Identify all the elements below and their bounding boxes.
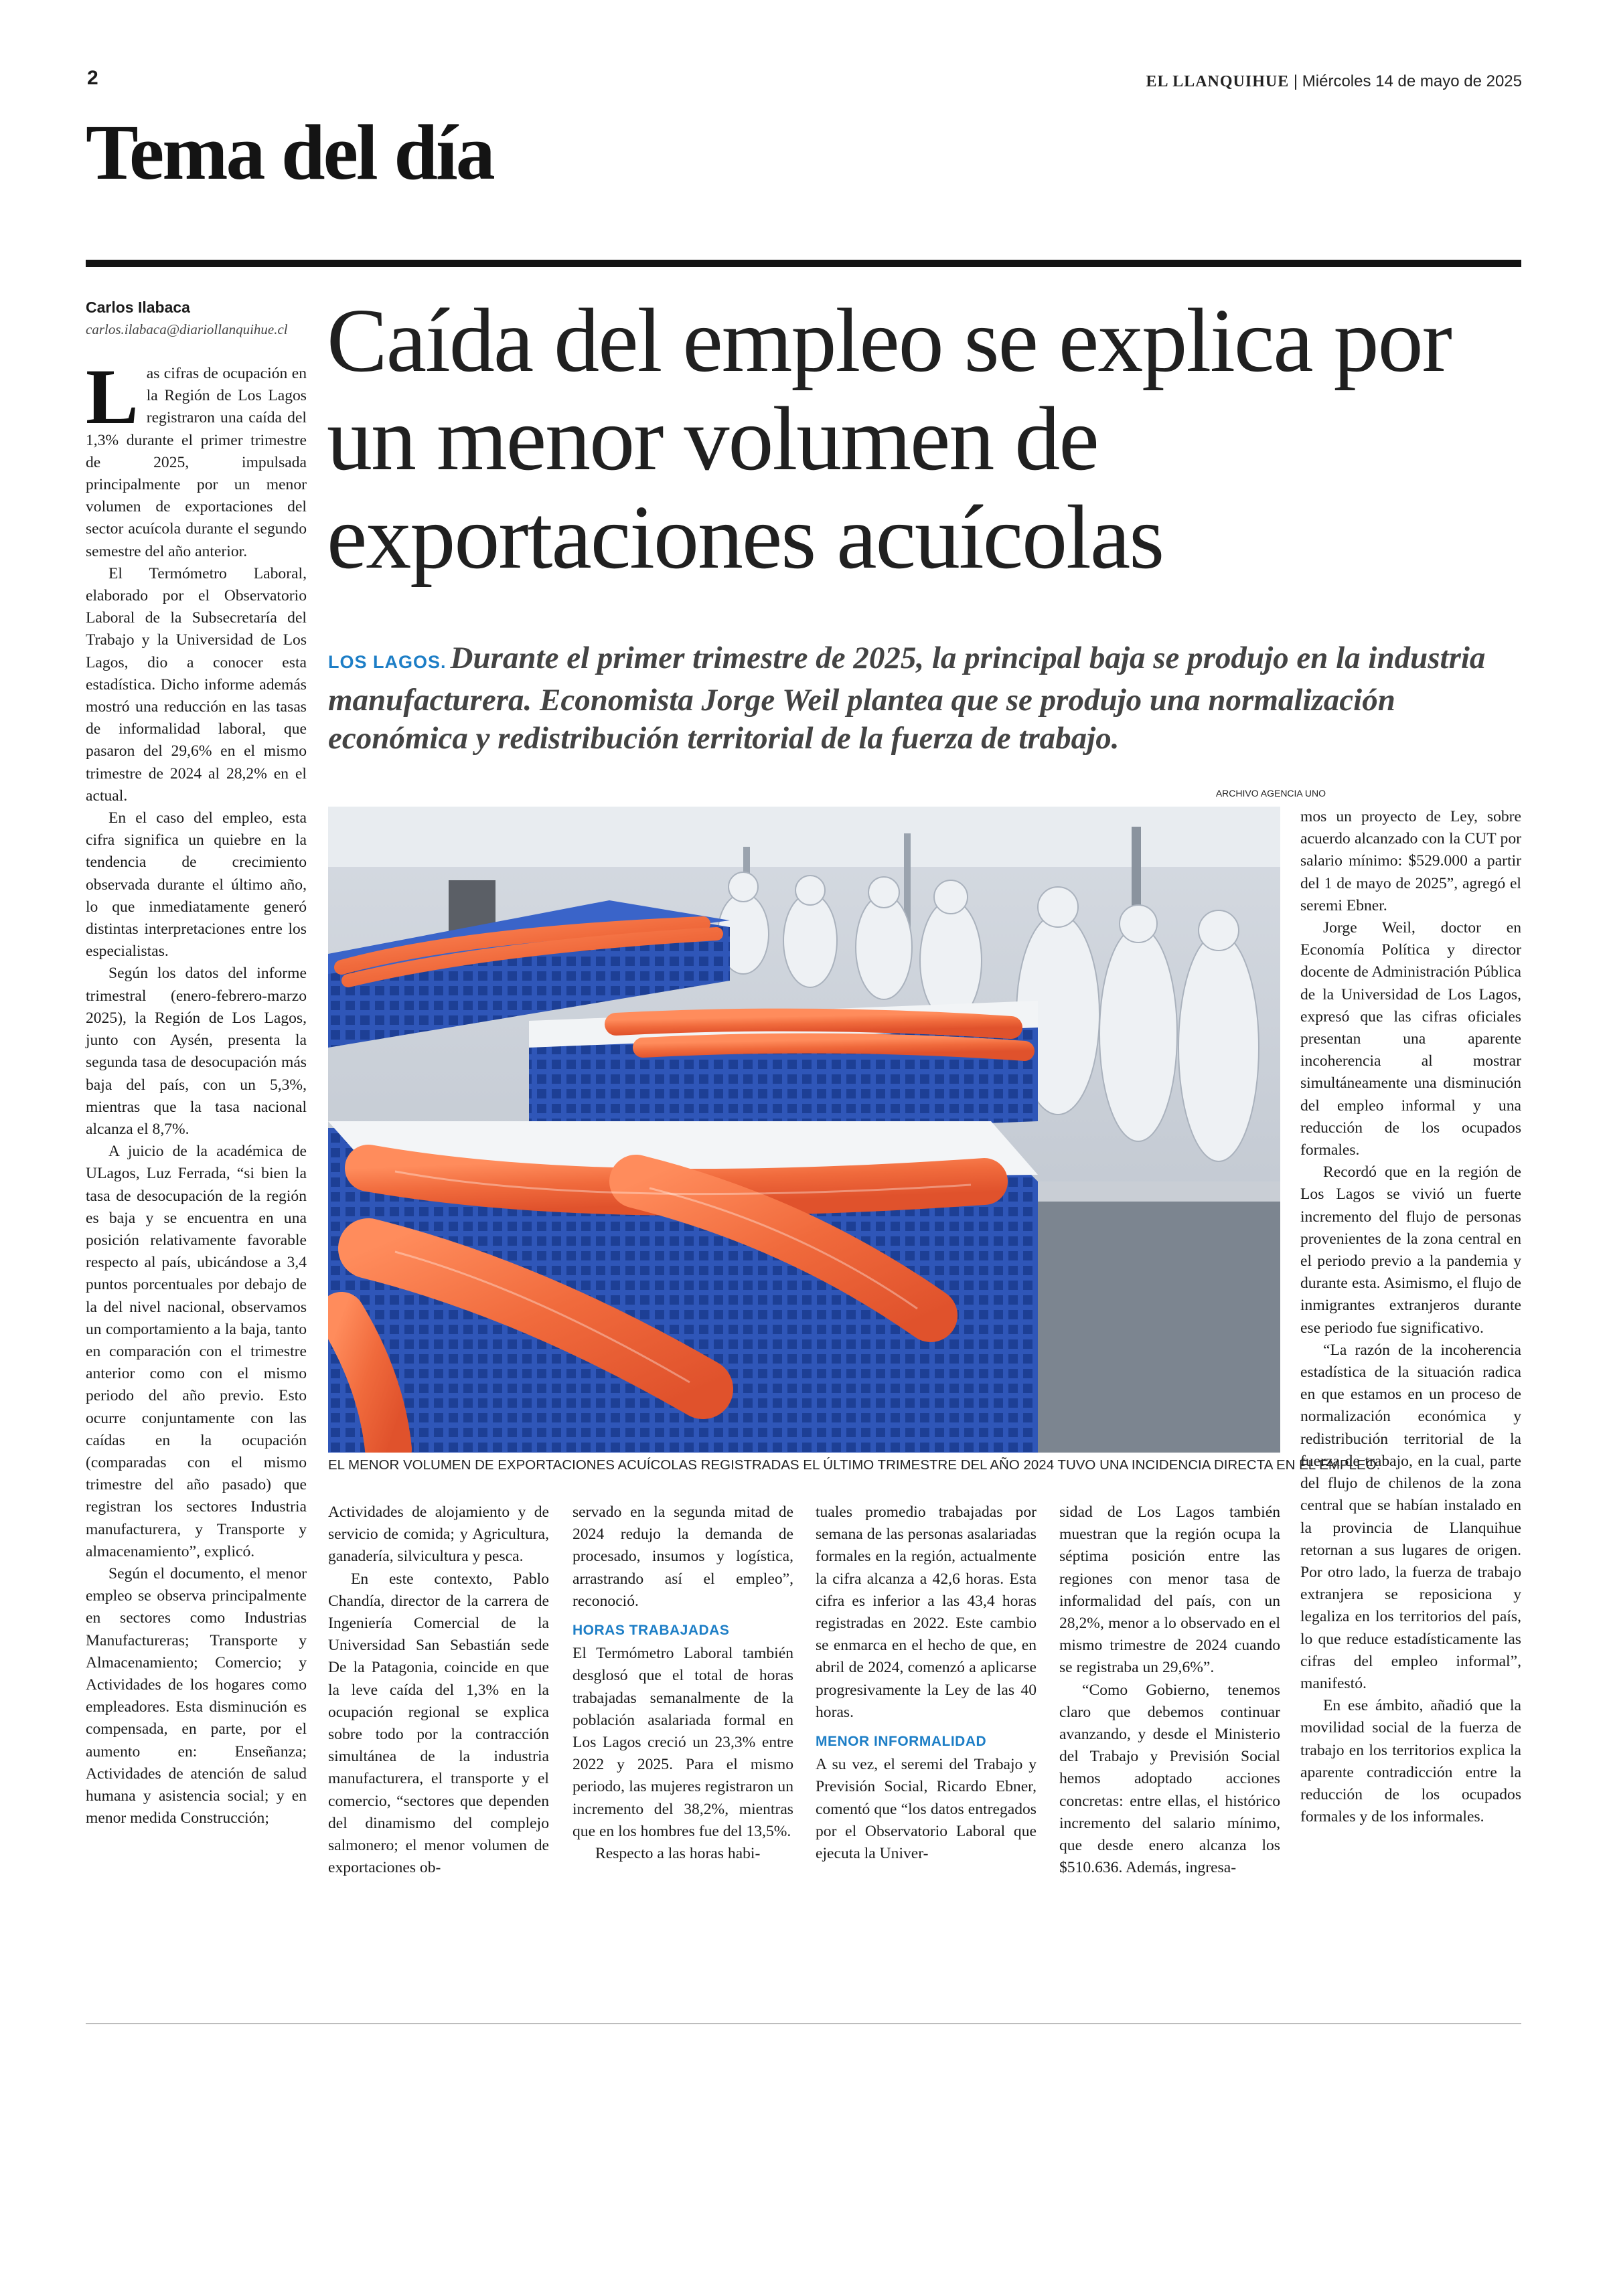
subsection-heading: MENOR INFORMALIDAD [816,1734,987,1750]
paragraph: A su vez, el seremi del Trabajo y Previsión Social, Ricardo Ebner, comentó que “los datos entregados por el Observatorio Laboral que ejecuta la Univer- [816,1756,1037,1863]
paragraph: Jorge Weil, doctor en Economía Política y director docente de Administración Pública de la Universidad de Los Lagos, expresó que las cifras oficiales presentan una aparente incoherencia al mostrar simultáneamente una disminución del empleo informal y una reducción de los ocupados formales. [1300,919,1521,1159]
paragraph: “La razón de la incoherencia estadística de la situación radica en que estamos en un proceso de normalización económica y redistribución territorial de la fuerza de trabajo, en la cual, parte del flujo de chilenos de la zona central que se habían instalado en la provincia de Llanquihue retornan a sus lugares de origen. Por otro lado, la fuerza de trabajo extranjera se reposiciona y legaliza en los territorios del país, lo que reduce estadísticamente las cifras del empleo informal”, manifestó. [1300,1341,1521,1692]
paragraph: Según el documento, el menor empleo se observa principalmente en sectores como Industrias Manufactureras; Transporte y Almacenamiento; Comercio; y Actividades de los hogares como empleadores. Esta disminución es compensada, en parte, por el aumento en: Enseñanza; Actividades de atención de salud humana y asistencia social; y en menor medida Construcción; [86,1564,307,1827]
paragraph: “Como Gobierno, tenemos claro que debemos continuar avanzando, y desde el Ministerio del Trabajo y Previsión Social hemos adoptado acciones concretas: entre ellas, el histórico incremento del salario mínimo, que desde enero alcanza los $510.636. Además, ingresa- [1059,1681,1280,1877]
paragraph: En ese ámbito, añadió que la movilidad social de la fuerza de trabajo en los territorios explica la aparente contradicción entre la reducción de los ocupados formales y de los informales. [1300,1697,1521,1826]
paragraph [86,353,307,563]
subsection-heading: HORAS TRABAJADAS [572,1623,730,1639]
paragraph: Recordó que en la región de Los Lagos se vivió un fuerte incremento del flujo de personas provenientes de la zona central en el periodo previo a la pandemia y durante esta. Asimismo, el flujo de inmigrantes extranjeros durante ese periodo fue significativo. [1300,1163,1521,1337]
masthead [1146,72,1523,91]
column-2 [328,1501,549,1879]
paragraph: El Termómetro Laboral también desglosó que el total de horas trabajadas semanalmente de la población asalariada formal en Los Lagos creció un 23,3% entre 2022 y 2025. Para el mismo periodo, las mujeres registraron un incremento del 38,2%, mientras que en los hombres fue del 13,5%. [572,1645,793,1840]
column-5 [1059,1501,1280,1879]
photo-credit: ARCHIVO AGENCIA UNO [1215,788,1326,799]
footer-rule [86,2023,1521,2024]
subheadline [328,639,1520,758]
masthead-separator: | [1289,72,1302,90]
paragraph-text: as cifras de ocupación en la Región de Los Lagos registraron una caída del 1,3% durante el primer trimestre de 2025, impulsada principalmente por un menor volumen de exportaciones del sector acuícola durante el segundo semestre del año anterior. [86,365,307,560]
paragraph: En este contexto, Pablo Chandía, director de la carrera de Ingeniería Comercial de la Universidad San Sebastián sede De la Patagonia, coincide en que la leve caída del 1,3% en la ocupación regional se explica sobre todo por la contracción simultánea de la industria manufacturera, el transporte y el comercio, “sectores que dependen del dinamismo del complejo salmonero; el menor volumen de exportaciones ob- [328,1570,549,1877]
article-photo [328,807,1280,1453]
author-email[interactable]: carlos.ilabaca@diariollanquihue.cl [86,321,288,337]
column-4 [816,1501,1037,1865]
photo-caption: EL MENOR VOLUMEN DE EXPORTACIONES ACUÍCOLAS REGISTRADAS EL ÚLTIMO TRIMESTRE DEL AÑO 2024 TUVO UNA INCIDENCIA DIRECTA EN EL EMPLEO. [328,1457,1381,1473]
column-6 [1300,806,1521,1828]
column-1 [86,353,307,1829]
paragraph: sidad de Los Lagos también muestran que la región ocupa la séptima posición entre las regiones con menor tasa de informalidad del país, con un 28,2%, menor a lo observado en el mismo trimestre de 2024 cuando se registraba un 29,6%”. [1059,1503,1280,1677]
author-name: Carlos Ilabaca [86,299,190,316]
issue-date: Miércoles 14 de mayo de 2025 [1302,72,1522,90]
section-rule [86,260,1521,267]
paragraph: Actividades de alojamiento y de servicio de comida; y Agricultura, ganadería, silvicultura y pesca. [328,1503,549,1566]
column-3 [572,1501,793,1865]
paragraph: En el caso del empleo, esta cifra significa un quiebre en la tendencia de crecimiento observada durante el último año, lo que inmediatamente generó distintas interpretaciones entre los especialistas. [86,809,307,961]
paragraph: tuales promedio trabajadas por semana de las personas asalariadas formales en la región, actualmente la cifra alcanza a 42,6 horas. Esta cifra es inferior a las 43,4 horas registradas en 2022. Este cambio se enmarca en el hecho de que, en abril de 2024, comenzó a aplicarse progresivamente la Ley de las 40 horas. [816,1503,1037,1721]
kicker: LOS LAGOS. [328,652,447,672]
paragraph: El Termómetro Laboral, elaborado por el Observatorio Laboral de la Subsecretaría del Trabajo y la Universidad de Los Lagos, dio a conocer esta estadística. Dicho informe además mostró una reducción en las tasas de informalidad laboral, que pasaron del 29,6% en el mismo trimestre de 2024 al 28,2% en el actual. [86,564,307,805]
paragraph: Respecto a las horas habi- [595,1845,761,1863]
headline: Caída del empleo se explica por un menor volumen de exportaciones acuícolas [327,291,1451,588]
drop-cap: L [86,353,139,440]
subheadline-text: Durante el primer trimestre de 2025, la principal baja se produjo en la industria manufacturera. Economista Jorge Weil plantea que se produjo una normalización económica y redistribución territorial de la fuerza de trabajo. [328,641,1486,756]
section-title: Tema del día [86,108,493,196]
newspaper-name: EL LLANQUIHUE [1146,73,1290,90]
page-number: 2 [87,67,98,89]
paragraph: A juicio de la académica de ULagos, Luz Ferrada, “si bien la tasa de desocupación de la región es baja y se encuentra en una posición relativamente favorable respecto al país, ubicándose a 3,4 puntos porcentuales por debajo de la del nivel nacional, observamos un comportamiento a la baja, tanto en comparación con el trimestre anterior como con el mismo periodo del año previo. Esto ocurre conjuntamente con las caídas en la ocupación (comparadas con el mismo trimestre del año pasado) que registran los sectores Industria manufacturera, y Transporte y almacenamiento”, explicó. [86,1143,307,1560]
paragraph: mos un proyecto de Ley, sobre acuerdo alcanzado con la CUT por salario mínimo: $529.000 a partir del 1 de mayo de 2025”, agregó el seremi Ebner. [1300,808,1521,914]
paragraph: servado en la segunda mitad de 2024 redujo la demanda de procesado, insumos y logística, arrastrando así el empleo”, reconoció. [572,1503,793,1610]
paragraph: Según los datos del informe trimestral (enero-febrero-marzo 2025), la Región de Los Lagos, junto con Aysén, presenta la segunda tasa de desocupación más baja del país, con un 5,3%, mientras que la tasa nacional alcanza el 8,7%. [86,965,307,1138]
